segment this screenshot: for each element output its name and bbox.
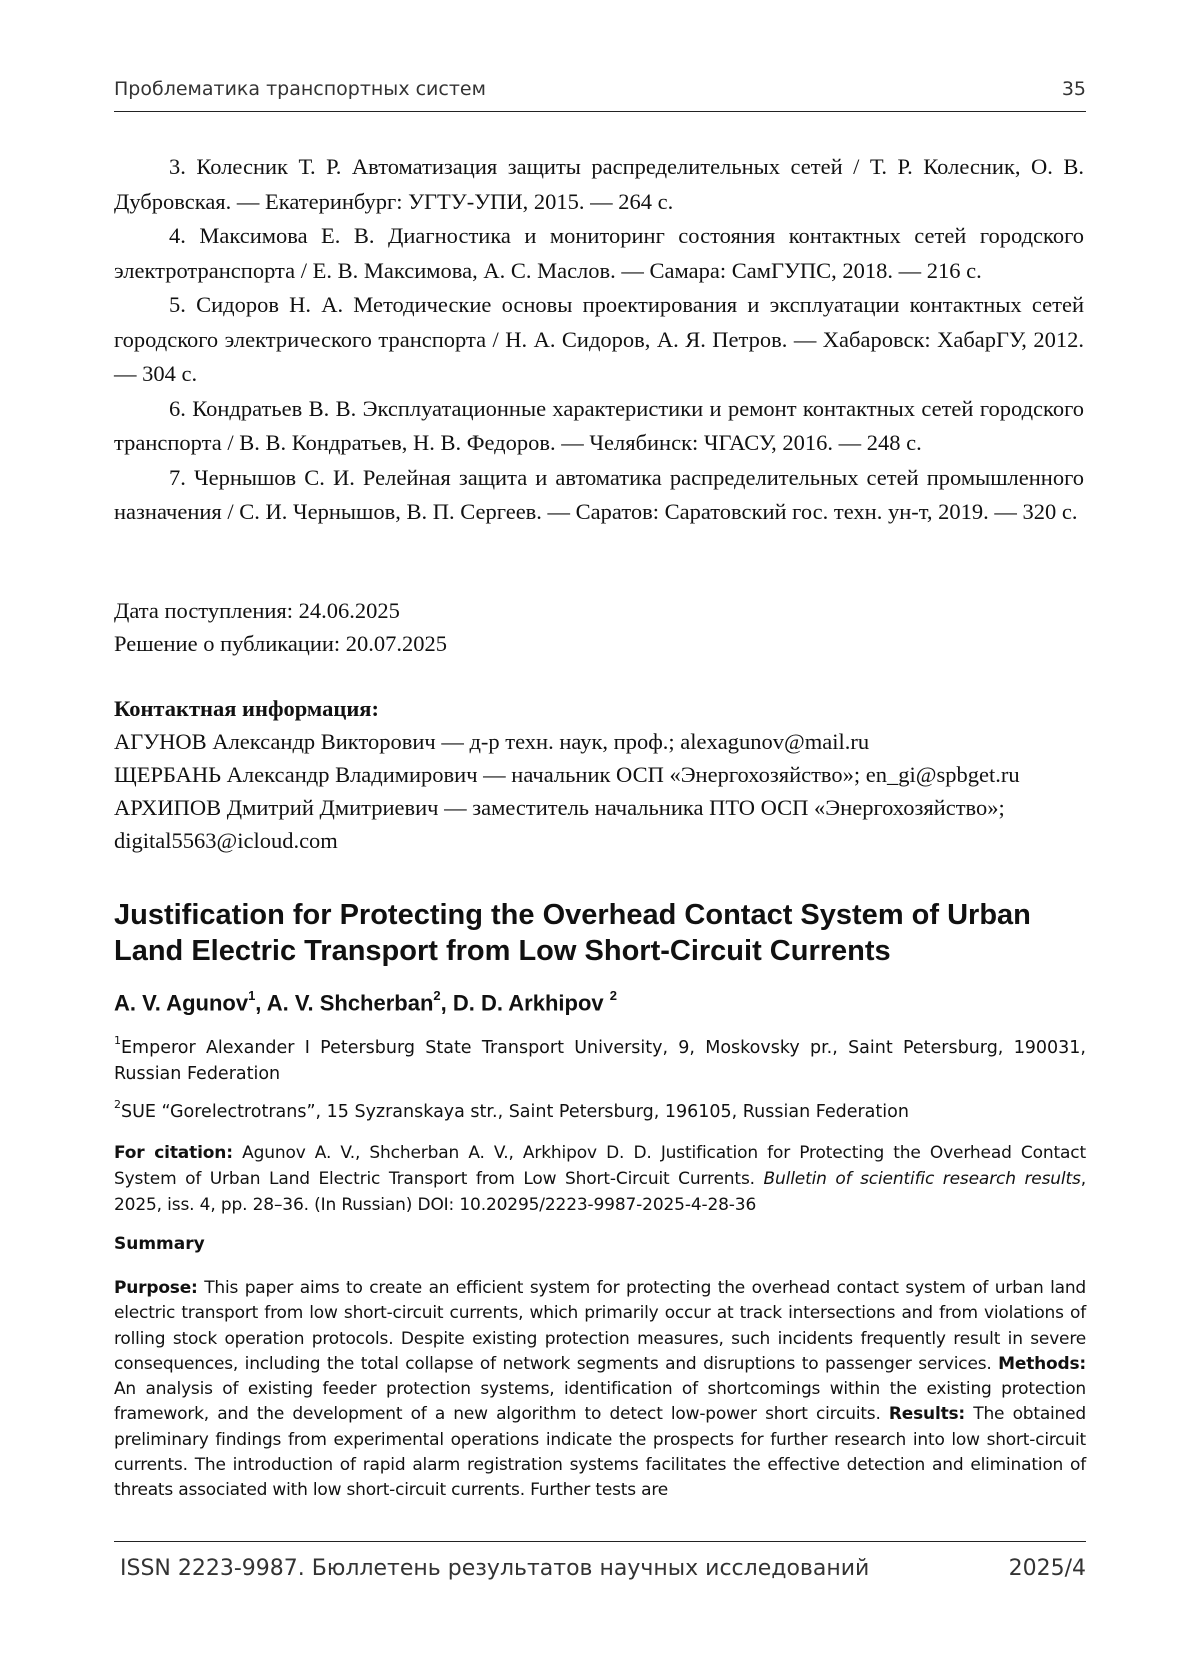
citation-tail: , 2025, iss. 4, pp. 28–36. (In Russian) DOI: 10.20295/2223-9987-2025-4-28-36	[114, 1169, 1086, 1215]
author-name: A. V. Agunov	[114, 990, 249, 1016]
page-number: 35	[1061, 78, 1086, 100]
contact-line: АГУНОВ Александр Викторович — д-р техн. наук, проф.; alexagunov@mail.ru	[114, 729, 870, 754]
publication-dates	[114, 594, 1084, 660]
methods-text: An analysis of existing feeder protection systems, identification of shortcomings within the existing protection framework, and the development of a new algorithm to detect low-power short circuits.	[114, 1379, 1086, 1425]
contact-info-title: Контактная информация:	[114, 696, 379, 721]
results-label: Results:	[888, 1404, 966, 1425]
english-article-title: Justification for Protecting the Overhead Contact System of Urban Land Electric Transport from Low Short-Circuit Currents	[114, 899, 1031, 967]
citation-text: Agunov A. V., Shcherban A. V., Arkhipov D. D. Justification for Protecting the Overhead Contact System of Urban Land Electric Transport from Low Short-Circuit Currents.	[114, 1143, 1086, 1189]
contact-line: АРХИПОВ Дмитрий Дмитриевич — заместитель начальника ПТО ОСП «Энергохозяйство»;	[114, 795, 1005, 820]
affiliation-mark: 2	[114, 1098, 121, 1111]
summary-heading: Summary	[114, 1234, 205, 1254]
affiliation-mark: 1	[114, 1034, 121, 1047]
reference-item: 6. Кондратьев В. В. Эксплуатационные характеристики и ремонт контактных сетей городского транспорта / В. В. Кондратьев, Н. В. Федоров. — Челябинск: ЧГАСУ, 2016. — 248 с.	[114, 395, 1084, 455]
author-separator: ,	[255, 990, 267, 1016]
received-date: Дата поступления: 24.06.2025	[114, 598, 400, 623]
accepted-date: Решение о публикации: 20.07.2025	[114, 631, 448, 656]
purpose-label: Purpose:	[114, 1278, 198, 1298]
running-header	[114, 78, 1086, 100]
section-title: Проблематика транспортных систем	[114, 78, 486, 100]
abstract-text	[114, 1276, 1086, 1504]
header-divider	[114, 111, 1086, 112]
citation-label: For citation:	[114, 1143, 233, 1163]
methods-label: Methods:	[998, 1353, 1086, 1374]
contact-line: ЩЕРБАНЬ Александр Владимирович — начальник ОСП «Энергохозяйство»; en_gi@spbget.ru	[114, 762, 1020, 787]
running-footer	[120, 1556, 1086, 1581]
reference-item: 3. Колесник Т. Р. Автоматизация защиты распределительных сетей / Т. Р. Колесник, О. В. Дубровская. — Екатеринбург: УГТУ-УПИ, 2015. — 264 с.	[114, 154, 1084, 214]
affiliation-1	[114, 1030, 1086, 1087]
footer-divider	[114, 1541, 1086, 1542]
contact-info	[114, 692, 1084, 857]
contact-line: digital5563@icloud.com	[114, 828, 338, 853]
reference-item: 5. Сидоров Н. А. Методические основы проектирования и эксплуатации контактных сетей городского электрического транспорта / Н. А. Сидоров, А. Я. Петров. — Хабаровск: ХабарГУ, 2012. — 304 с.	[114, 292, 1084, 386]
affiliation-2	[114, 1094, 1086, 1125]
purpose-text: This paper aims to create an efficient system for protecting the overhead contact system of urban land electric transport from low short-circuit currents, which primarily occur at track intersections and from violations of rolling stock operation protocols. Despite existing protection measures, such incidents frequently result in severe consequences, including the total collapse of network segments and disruptions to passenger services.	[114, 1278, 1086, 1374]
issue-number: 2025/4	[1008, 1556, 1086, 1581]
author-affiliation-mark: 2	[609, 988, 617, 1003]
reference-item: 4. Максимова Е. В. Диагностика и мониторинг состояния контактных сетей городского электротранспорта / Е. В. Максимова, А. С. Маслов. — Самара: СамГУПС, 2018. — 216 с.	[114, 223, 1084, 283]
author-affiliation-mark: 2	[433, 988, 441, 1003]
author-name: D. D. Arkhipov	[452, 990, 610, 1016]
affiliation-text: Emperor Alexander I Petersburg State Transport University, 9, Moskovsky pr., Saint Petersburg, 190031, Russian Federation	[114, 1037, 1086, 1084]
results-text: The obtained preliminary findings from experimental operations indicate the prospects for further research into low short-circuit currents. The introduction of rapid alarm registration systems facilitates the effective detection and elimination of threats associated with low short-circuit currents. Further tests are	[114, 1404, 1086, 1501]
citation-block	[114, 1140, 1086, 1218]
author-list	[114, 984, 617, 1017]
author-separator: ,	[440, 990, 453, 1016]
citation-journal: Bulletin of scientific research results	[763, 1169, 1081, 1189]
reference-list	[114, 150, 1084, 530]
reference-item: 7. Чернышов С. И. Релейная защита и автоматика распределительных сетей промышленного назначения / С. И. Чернышов, В. П. Сергеев. — Саратов: Саратовский гос. техн. ун-т, 2019. — 320 с.	[114, 464, 1084, 524]
journal-issn: ISSN 2223-9987. Бюллетень результатов научных исследований	[120, 1556, 870, 1581]
author-affiliation-mark: 1	[248, 988, 256, 1003]
affiliation-text: SUE “Gorelectrotrans”, 15 Syzranskaya str., Saint Petersburg, 196105, Russian Federation	[121, 1101, 909, 1122]
author-name: A. V. Shcherban	[266, 990, 434, 1016]
